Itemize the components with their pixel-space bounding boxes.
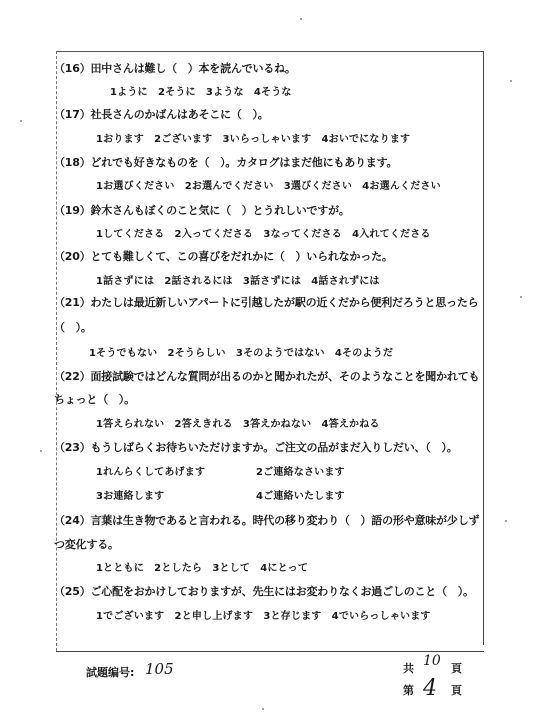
scan-speck [510, 80, 512, 82]
question-17-stem: （17）社長さんのかばんはあそこに（ ）。 [54, 108, 269, 121]
question-23-option-4: 4ご連絡いたします [256, 491, 345, 502]
scan-speck [505, 520, 507, 522]
question-23-option-1: 1れんらくしてあげます [96, 467, 206, 478]
question-22-stem: （22）面接試験ではどんな質問が出るのかと聞かれたが、そのようなことを聞かれても [54, 370, 480, 383]
question-22-options: 1答えられない 2答えきれる 3答えかねない 4答えかねる [96, 419, 380, 430]
scan-speck [40, 450, 42, 452]
question-21-stem: （21）わたしは最近新しいアパートに引越したが駅の近くだから便利だろうと思ったら [54, 296, 479, 309]
scan-speck [520, 296, 522, 298]
question-23-option-3: 3お連絡します [96, 491, 165, 502]
question-25-options: 1でございます 2と申し上げます 3と存じます 4でいらっしゃいます [96, 611, 431, 622]
total-pages-label-pre: 共 [403, 662, 414, 675]
total-pages-value: 10 [423, 653, 441, 669]
question-24-stem-continued: つ変化する。 [54, 538, 119, 551]
frame-left-border [56, 51, 57, 651]
total-pages-label-post: 頁 [451, 662, 462, 675]
exam-number-value: 105 [145, 660, 174, 678]
question-22-stem-continued: ちょっと（ ）。 [54, 393, 135, 406]
question-18-options: 1お選びください 2お選んでください 3選びください 4お選んください [96, 181, 441, 192]
frame-bottom-border [56, 651, 484, 652]
scan-speck [20, 120, 22, 122]
question-19-stem: （19）鈴木さんもぼくのこと気に（ ）とうれしいですが。 [54, 204, 350, 217]
question-16-options: 1ように 2そうに 3ような 4そうな [110, 87, 292, 98]
question-21-stem-continued: （ ）。 [54, 321, 92, 334]
question-21-options: 1そうでもない 2そうらしい 3そのようではない 4そのようだ [89, 348, 394, 359]
question-20-stem: （20）とても難しくて、この喜びをだれかに（ ）いられなかった。 [54, 250, 393, 263]
page-number-label-pre: 第 [403, 684, 414, 697]
question-25-stem: （25）ご心配をおかけしておりますが、先生にはお変わりなくお過ごしのこと（ ）。 [54, 585, 474, 598]
scan-speck [262, 708, 264, 710]
question-18-stem: （18）どれでも好きなものを（ ）。カタログはまだ他にもあります。 [54, 156, 398, 169]
question-23-option-2: 2ご連絡なさいます [256, 467, 345, 478]
scan-speck [300, 18, 302, 20]
frame-right-border [483, 51, 484, 645]
page-number-value: 4 [423, 676, 437, 701]
page-number-label-post: 頁 [451, 684, 462, 697]
exam-number-label: 試題编号: [86, 666, 135, 679]
question-24-options: 1とともに 2としたら 3として 4にとって [96, 563, 309, 574]
question-19-options: 1してくださる 2入ってくださる 3なってくださる 4入れてくださる [96, 229, 431, 240]
question-24-stem: （24）言葉は生き物であると言われる。時代の移り変わり（ ）語の形や意味が少しず [54, 514, 480, 527]
question-20-options: 1話さずには 2話されるには 3話さずには 4話されずには [96, 276, 380, 287]
frame-top-border [56, 51, 484, 52]
question-17-options: 1おります 2ございます 3いらっしゃいます 4おいでになります [96, 134, 411, 145]
question-16-stem: （16）田中さんは難し（ ）本を読んでいるね。 [54, 62, 296, 75]
question-23-stem: （23）もうしばらくお待ちいただけますか。ご注文の品がまだ入りしだい、（ ）。 [54, 441, 458, 454]
